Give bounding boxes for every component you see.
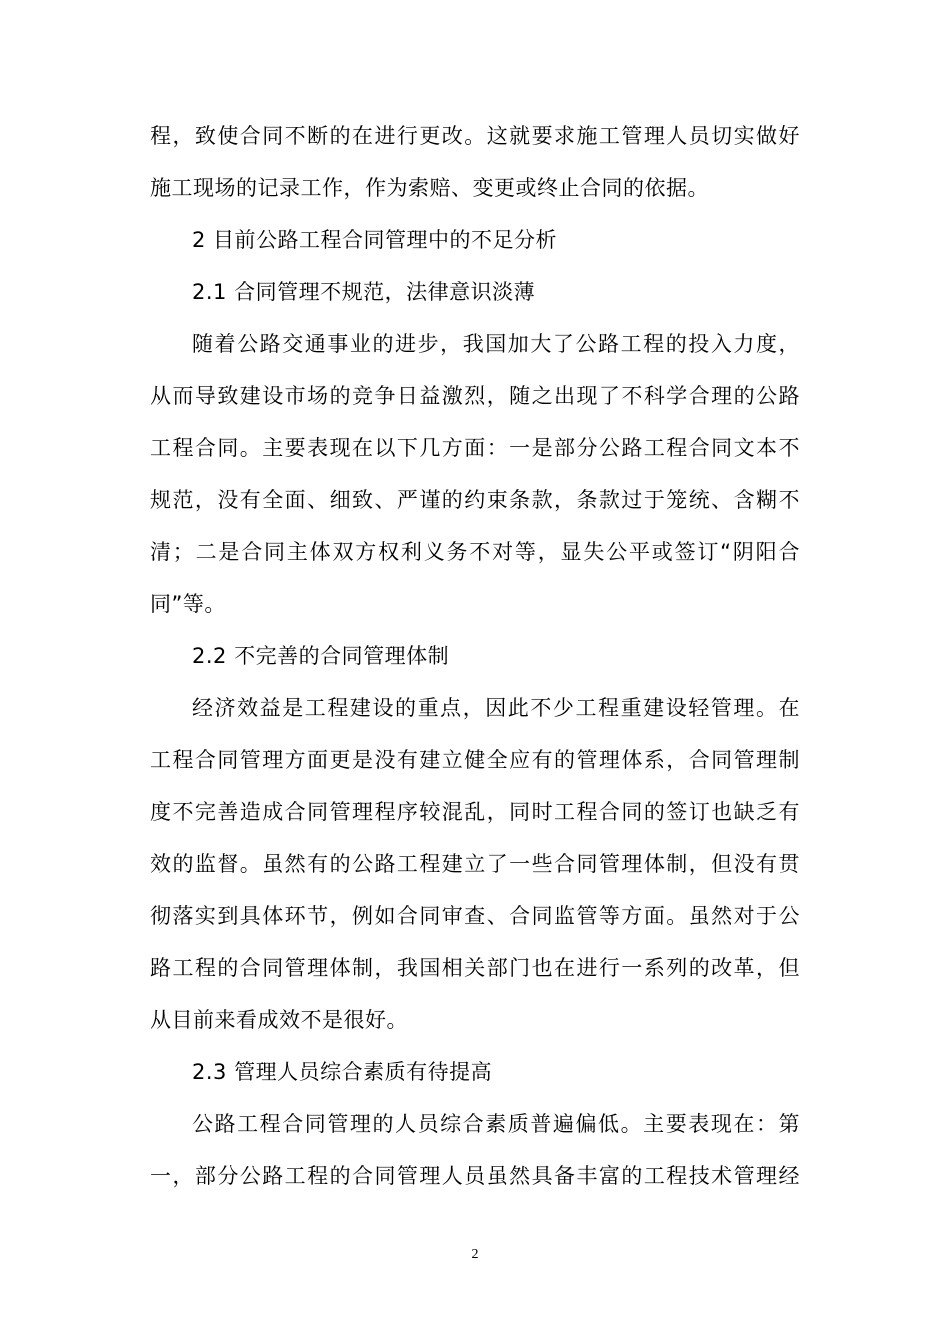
page-number: 2 xyxy=(471,1247,479,1262)
subsection-heading: 2.1 合同管理不规范，法律意识淡薄 xyxy=(192,280,536,304)
paragraph-line: 规范，没有全面、细致、严谨的约束条款，条款过于笼统、含糊不 xyxy=(150,488,800,512)
paragraph-line: 经济效益是工程建设的重点，因此不少工程重建设轻管理。在 xyxy=(192,696,800,720)
paragraph-line: 清；二是合同主体双方权利义务不对等，显失公平或签订“阴阳合 xyxy=(150,540,800,564)
paragraph-line: 效的监督。虽然有的公路工程建立了一些合同管理体制，但没有贯 xyxy=(150,852,800,876)
paragraph-line: 公路工程合同管理的人员综合素质普遍偏低。主要表现在：第 xyxy=(192,1112,800,1136)
paragraph-line: 工程合同。主要表现在以下几方面：一是部分公路工程合同文本不 xyxy=(150,436,800,460)
paragraph-line: 随着公路交通事业的进步，我国加大了公路工程的投入力度， xyxy=(192,332,800,356)
section-heading: 2 目前公路工程合同管理中的不足分析 xyxy=(192,228,558,252)
paragraph-line: 路工程的合同管理体制，我国相关部门也在进行一系列的改革，但 xyxy=(150,956,800,980)
paragraph-line: 从而导致建设市场的竞争日益激烈，随之出现了不科学合理的公路 xyxy=(150,384,800,408)
paragraph-line: 工程合同管理方面更是没有建立健全应有的管理体系，合同管理制 xyxy=(150,748,800,772)
paragraph-line: 从目前来看成效不是很好。 xyxy=(150,1008,408,1032)
paragraph-line: 度不完善造成合同管理程序较混乱，同时工程合同的签订也缺乏有 xyxy=(150,800,800,824)
subsection-heading: 2.3 管理人员综合素质有待提高 xyxy=(192,1060,493,1084)
paragraph-line: 一，部分公路工程的合同管理人员虽然具备丰富的工程技术管理经 xyxy=(150,1164,800,1188)
subsection-heading: 2.2 不完善的合同管理体制 xyxy=(192,644,450,668)
paragraph-line: 程，致使合同不断的在进行更改。这就要求施工管理人员切实做好 xyxy=(150,124,800,148)
paragraph-line: 施工现场的记录工作，作为索赔、变更或终止合同的依据。 xyxy=(150,176,709,200)
paragraph-line: 同”等。 xyxy=(150,592,226,616)
paragraph-line: 彻落实到具体环节，例如合同审查、合同监管等方面。虽然对于公 xyxy=(150,904,800,928)
